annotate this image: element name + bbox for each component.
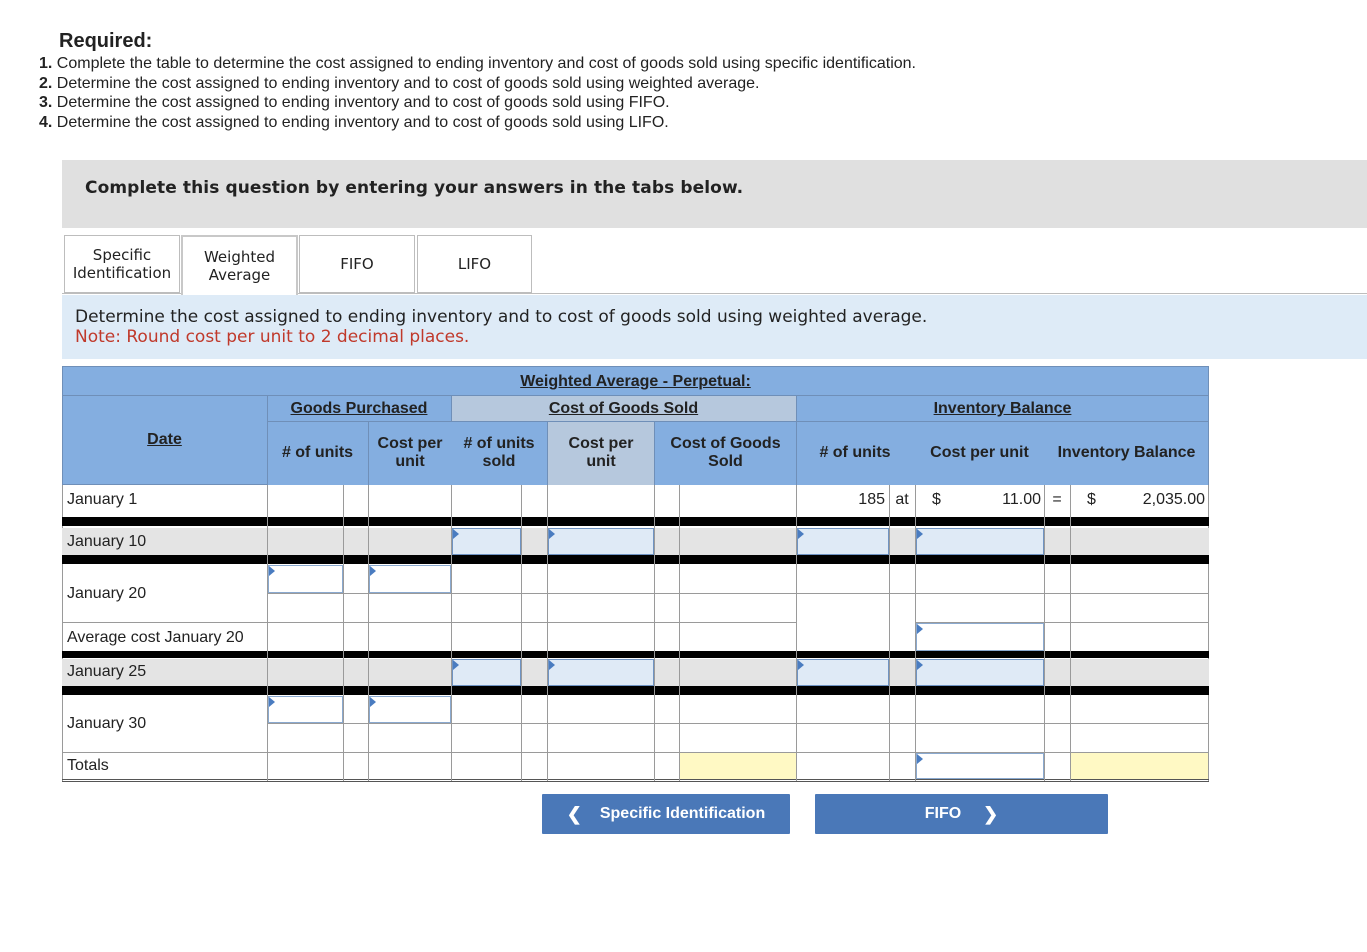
- jan1-at: at: [895, 491, 909, 508]
- instructions-text: Determine the cost assigned to ending inventory and to cost of goods sold using weighted average.: [75, 307, 928, 327]
- cogs-group-header: Cost of Goods Sold: [548, 400, 699, 417]
- jan25-balance-units-input[interactable]: [797, 659, 889, 686]
- chevron-right-icon: ❯: [983, 803, 999, 824]
- balance-cost-header: Cost per unit: [930, 444, 1029, 461]
- total-inventory-balance-cell: [1071, 753, 1208, 779]
- tab-fifo[interactable]: FIFO: [299, 235, 415, 293]
- jan1-dollar: $: [932, 491, 941, 508]
- jan20-purchased-cost-input[interactable]: [369, 565, 451, 593]
- jan25-balance-cost-input[interactable]: [916, 659, 1044, 686]
- jan25-units-sold-input[interactable]: [452, 659, 521, 686]
- row-label-totals: Totals: [67, 757, 109, 774]
- next-button-label: FIFO: [924, 805, 962, 822]
- totals-balance-cost-input[interactable]: [916, 753, 1044, 779]
- prev-specific-identification-button[interactable]: [542, 794, 790, 834]
- jan10-balance-cost-input[interactable]: [916, 528, 1044, 555]
- row-label-january-25: January 25: [67, 663, 147, 680]
- row-label-january-30: January 30: [67, 715, 147, 732]
- prev-button-label: Specific Identification: [599, 805, 766, 822]
- balance-group-header: Inventory Balance: [933, 400, 1072, 417]
- jan10-units-sold-input[interactable]: [452, 528, 521, 555]
- required-title: Required:: [59, 30, 153, 52]
- banner-text: Complete this question by entering your answers in the tabs below.: [85, 178, 744, 198]
- jan1-units: 185: [858, 491, 885, 508]
- sold-cost-header: Cost per unit: [568, 435, 634, 470]
- row-label-january-20: January 20: [67, 585, 147, 602]
- jan10-cost-per-unit-input[interactable]: [548, 528, 654, 555]
- jan1-cost-per-unit: 11.00: [1002, 491, 1041, 508]
- table-title: Weighted Average - Perpetual:: [520, 373, 751, 390]
- sold-units-header: # of units sold: [463, 435, 535, 470]
- total-cogs-cell: [680, 753, 796, 779]
- next-fifo-button[interactable]: [815, 794, 1108, 834]
- purchased-units-header: # of units: [281, 444, 354, 461]
- required-item: 4. Determine the cost assigned to ending inventory and to cost of goods sold using LIFO.: [39, 114, 669, 132]
- jan30-purchased-cost-input[interactable]: [369, 696, 451, 723]
- balance-units-header: # of units: [819, 444, 891, 461]
- row-label-average-cost-january-20: Average cost January 20: [67, 629, 244, 646]
- jan25-cost-per-unit-input[interactable]: [548, 659, 654, 686]
- required-item: 3. Determine the cost assigned to ending inventory and to cost of goods sold using FIFO.: [39, 94, 670, 112]
- jan1-equals: =: [1052, 491, 1062, 508]
- jan1-inventory-balance: 2,035.00: [1142, 491, 1205, 508]
- tab-weighted-average[interactable]: Weighted Average: [181, 235, 298, 295]
- jan30-purchased-units-input[interactable]: [268, 696, 343, 723]
- date-header: Date: [147, 431, 182, 448]
- row-label-january-1: January 1: [67, 491, 138, 508]
- jan10-balance-units-input[interactable]: [797, 528, 889, 555]
- required-item: 1. Complete the table to determine the cost assigned to ending inventory and cost of goods sold using specific identification.: [39, 55, 916, 72]
- rounding-note: Note: Round cost per unit to 2 decimal places.: [75, 327, 470, 347]
- tab-specific-identification[interactable]: Specific Identification: [64, 235, 180, 293]
- required-item: 2. Determine the cost assigned to ending inventory and to cost of goods sold using weighted average.: [39, 74, 760, 92]
- balance-total-header: Inventory Balance: [1057, 444, 1196, 461]
- avg-cost-jan20-input[interactable]: [916, 623, 1044, 651]
- purchased-cost-header: Cost per unit: [377, 435, 443, 470]
- chevron-left-icon: ❮: [566, 803, 582, 824]
- cogs-header: Cost of Goods Sold: [670, 435, 781, 470]
- jan20-purchased-units-input[interactable]: [268, 565, 343, 593]
- tab-lifo[interactable]: LIFO: [417, 235, 532, 293]
- purchased-group-header: Goods Purchased: [290, 400, 428, 417]
- required-list: [39, 54, 916, 133]
- jan1-dollar-balance: $: [1087, 491, 1096, 508]
- row-label-january-10: January 10: [67, 533, 147, 550]
